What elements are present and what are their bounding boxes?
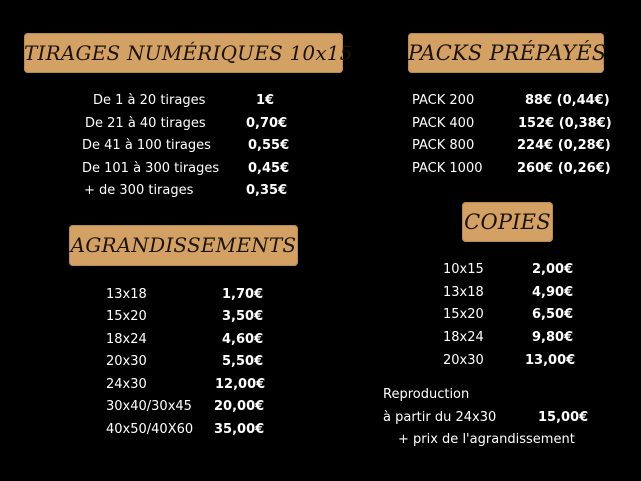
copies-row-price: 2,00€ [532, 262, 574, 277]
tirages-row-label: De 41 à 100 tirages [82, 138, 211, 153]
tirages-row-label: De 21 à 40 tirages [85, 116, 206, 131]
reproduction-footnote: + prix de l'agrandissement [398, 432, 575, 447]
packs-row-label: PACK 200 [412, 93, 475, 108]
copies-row-label: 10x15 [443, 262, 484, 277]
agrandissements-row-price: 1,70€ [222, 287, 264, 302]
agrandissements-row-label: 24x30 [106, 377, 147, 392]
agrandissements-title-banner: AGRANDISSEMENTS [69, 225, 298, 266]
packs-title-banner: PACKS PRÉPAYÉS [408, 33, 604, 73]
tirages-row-price: 0,55€ [248, 138, 290, 153]
packs-row-price: 152€ (0,38€) [518, 116, 612, 131]
agrandissements-row-price: 3,50€ [222, 309, 264, 324]
tirages-row-label: + de 300 tirages [84, 183, 194, 198]
agrandissements-row-price: 5,50€ [222, 354, 264, 369]
agrandissements-row-label: 20x30 [106, 354, 147, 369]
copies-row-label: 18x24 [443, 330, 484, 345]
reproduction-price: 15,00€ [538, 410, 589, 425]
copies-title-banner: COPIES [462, 202, 553, 242]
packs-row-label: PACK 1000 [412, 161, 483, 176]
copies-row-label: 15x20 [443, 307, 484, 322]
tirages-title-banner: TIRAGES NUMÉRIQUES 10x15 [24, 33, 343, 73]
agrandissements-row-label: 40x50/40X60 [106, 422, 194, 437]
tirages-row-label: De 101 à 300 tirages [82, 161, 220, 176]
copies-row-price: 6,50€ [532, 307, 574, 322]
agrandissements-row-price: 12,00€ [215, 377, 266, 392]
reproduction-title: Reproduction [383, 387, 470, 402]
packs-row-label: PACK 800 [412, 138, 475, 153]
copies-row-price: 4,90€ [532, 285, 574, 300]
agrandissements-row-label: 13x18 [106, 287, 147, 302]
packs-row-price: 260€ (0,26€) [517, 161, 611, 176]
copies-row-price: 9,80€ [532, 330, 574, 345]
tirages-row-price: 0,45€ [248, 161, 290, 176]
agrandissements-row-label: 15x20 [106, 309, 147, 324]
agrandissements-row-price: 35,00€ [214, 422, 265, 437]
packs-row-price: 88€ (0,44€) [525, 93, 610, 108]
tirages-row-price: 0,70€ [246, 116, 288, 131]
copies-row-label: 20x30 [443, 353, 484, 368]
agrandissements-row-label: 18x24 [106, 332, 147, 347]
copies-row-label: 13x18 [443, 285, 484, 300]
agrandissements-row-price: 4,60€ [222, 332, 264, 347]
tirages-row-price: 1€ [256, 93, 275, 108]
agrandissements-row-price: 20,00€ [214, 399, 265, 414]
packs-row-label: PACK 400 [412, 116, 475, 131]
reproduction-condition: à partir du 24x30 [383, 410, 497, 425]
tirages-row-label: De 1 à 20 tirages [93, 93, 206, 108]
tirages-row-price: 0,35€ [246, 183, 288, 198]
copies-row-price: 13,00€ [525, 353, 576, 368]
packs-row-price: 224€ (0,28€) [517, 138, 611, 153]
agrandissements-row-label: 30x40/30x45 [106, 399, 192, 414]
